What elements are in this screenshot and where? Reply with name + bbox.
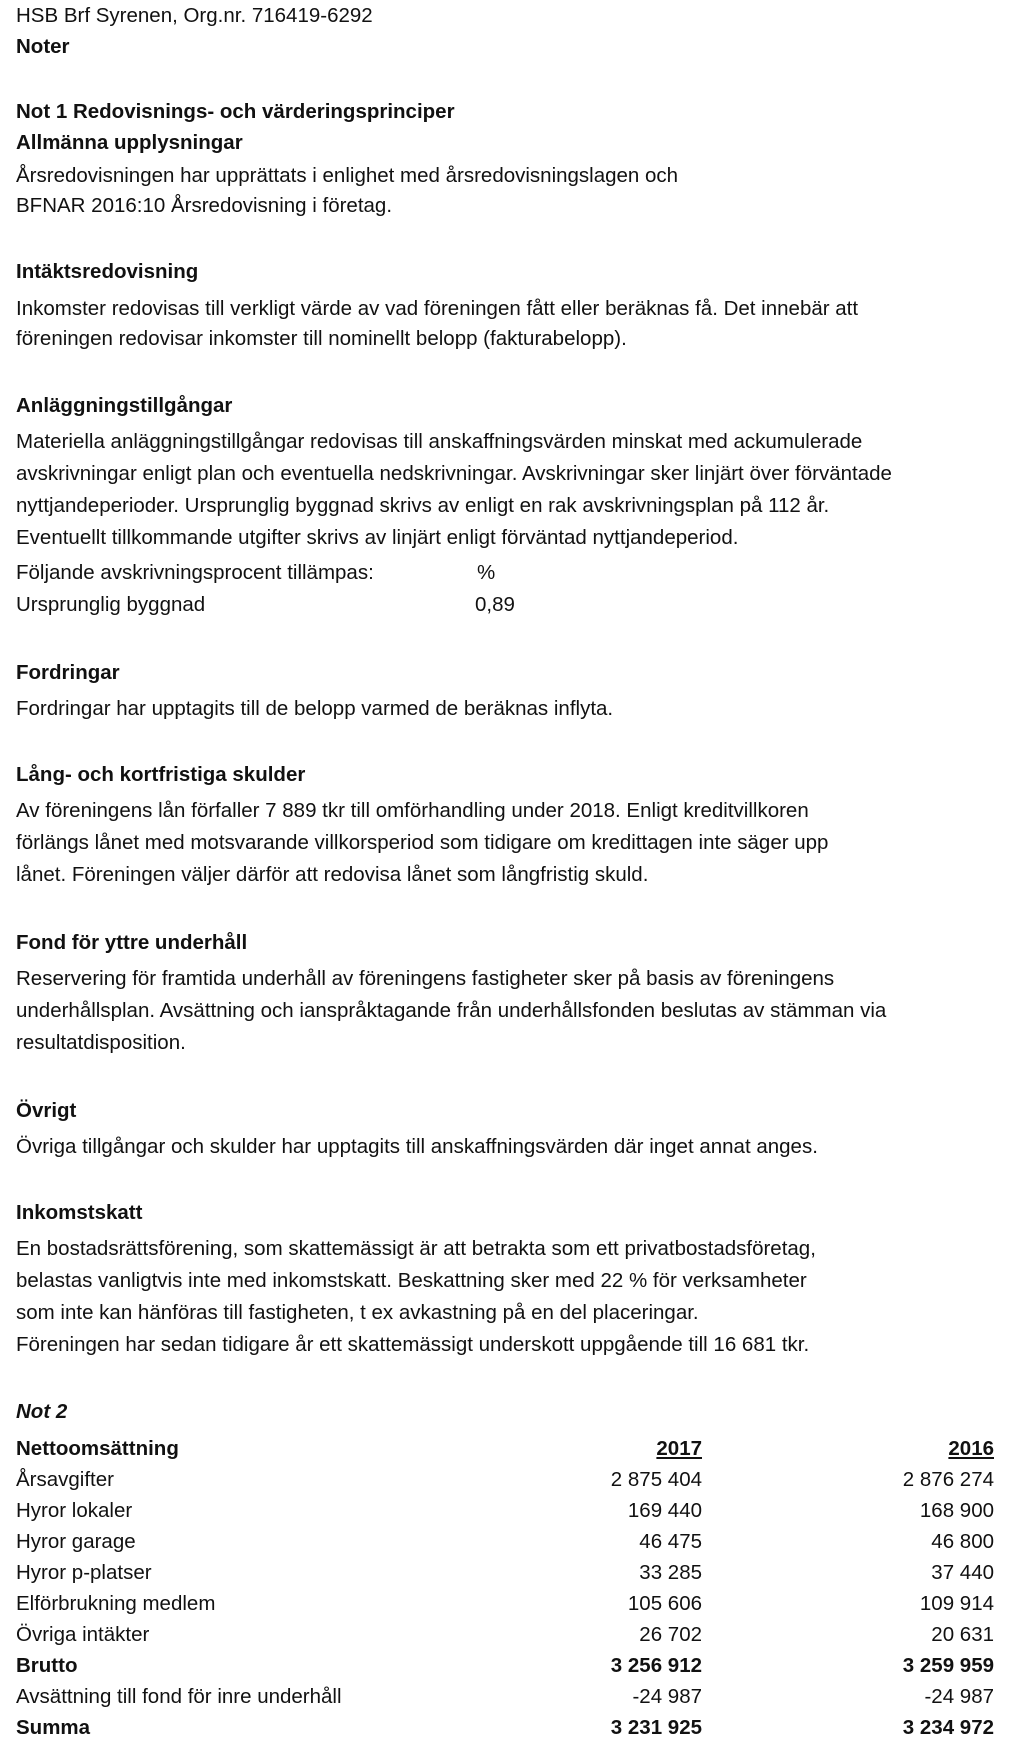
- fund-line: resultatdisposition.: [16, 1031, 186, 1054]
- value-2017: 2 875 404: [610, 1468, 702, 1491]
- table-row: [0, 1623, 1024, 1649]
- tax-line: belastas vanligtvis inte med inkomstskatt. Beskattning sker med 22 % för verksamheter: [16, 1269, 807, 1292]
- value-2016: 3 234 972: [902, 1716, 994, 1739]
- debt-heading: Lång- och kortfristiga skulder: [16, 763, 306, 786]
- value-2017: 3 231 925: [610, 1716, 702, 1739]
- general-line: BFNAR 2016:10 Årsredovisning i företag.: [16, 194, 393, 217]
- row-label: Årsavgifter: [16, 1468, 114, 1491]
- row-label: Hyror garage: [16, 1530, 136, 1553]
- tax-heading: Inkomstskatt: [16, 1201, 143, 1224]
- value-2016: 20 631: [931, 1623, 994, 1646]
- value-2016: 46 800: [931, 1530, 994, 1553]
- receivables-line: Fordringar har upptagits till de belopp varmed de beräknas inflyta.: [16, 697, 614, 720]
- page-title: Noter: [16, 35, 70, 58]
- table-title: Nettoomsättning: [16, 1437, 179, 1460]
- table-row: [0, 1468, 1024, 1494]
- assets-line: Materiella anläggningstillgångar redovisas till anskaffningsvärden minskat med ackumulerade: [16, 430, 863, 453]
- table-row: [0, 1654, 1024, 1680]
- note1-heading: Not 1 Redovisnings- och värderingsprinciper: [16, 100, 455, 123]
- row-label: Elförbrukning medlem: [16, 1592, 216, 1615]
- value-2017: 26 702: [639, 1623, 702, 1646]
- note2-heading: Not 2: [16, 1400, 68, 1423]
- row-label: Övriga intäkter: [16, 1623, 150, 1646]
- value-2016: 109 914: [919, 1592, 994, 1615]
- table-row: [0, 1561, 1024, 1587]
- table-row: [0, 1592, 1024, 1618]
- value-2016: 37 440: [931, 1561, 994, 1584]
- value-2016: -24 987: [924, 1685, 994, 1708]
- general-heading: Allmänna upplysningar: [16, 131, 243, 154]
- row-label: Hyror p-platser: [16, 1561, 152, 1584]
- tax-line: Föreningen har sedan tidigare år ett skattemässigt underskott uppgående till 16 681 tkr.: [16, 1333, 810, 1356]
- debt-line: lånet. Föreningen väljer därför att redovisa lånet som långfristig skuld.: [16, 863, 649, 886]
- tax-line: En bostadsrättsförening, som skattemässigt är att betrakta som ett privatbostadsföretag,: [16, 1237, 816, 1260]
- receivables-heading: Fordringar: [16, 661, 120, 684]
- general-line: Årsredovisningen har upprättats i enlighet med årsredovisningslagen och: [16, 164, 679, 187]
- fund-heading: Fond för yttre underhåll: [16, 931, 248, 954]
- table-row: [0, 1499, 1024, 1525]
- value-2017: 46 475: [639, 1530, 702, 1553]
- depreciation-unit: %: [477, 561, 496, 584]
- row-label: Summa: [16, 1716, 91, 1739]
- debt-line: Av föreningens lån förfaller 7 889 tkr till omförhandling under 2018. Enligt kreditvillkoren: [16, 799, 809, 822]
- depreciation-label: Följande avskrivningsprocent tillämpas:: [16, 561, 374, 584]
- assets-line: Eventuellt tillkommande utgifter skrivs av linjärt enligt förväntad nyttjandeperiod.: [16, 526, 739, 549]
- row-label: Hyror lokaler: [16, 1499, 133, 1522]
- value-2017: 105 606: [627, 1592, 702, 1615]
- fund-line: Reservering för framtida underhåll av föreningens fastigheter sker på basis av föreningens: [16, 967, 835, 990]
- other-line: Övriga tillgångar och skulder har upptagits till anskaffningsvärden där inget annat anges.: [16, 1135, 818, 1158]
- value-2016: 2 876 274: [902, 1468, 994, 1491]
- col-2016-header: 2016: [948, 1437, 994, 1460]
- table-row: [0, 1716, 1024, 1742]
- table-row: [0, 1685, 1024, 1711]
- row-label: Brutto: [16, 1654, 78, 1677]
- col-2017-header: 2017: [656, 1437, 702, 1460]
- income-line: Inkomster redovisas till verkligt värde av vad föreningen fått eller beräknas få. Det innebär att: [16, 297, 859, 320]
- income-heading: Intäktsredovisning: [16, 260, 199, 283]
- row-label: Avsättning till fond för inre underhåll: [16, 1685, 342, 1708]
- value-2016: 3 259 959: [902, 1654, 994, 1677]
- value-2017: 169 440: [627, 1499, 702, 1522]
- building-label: Ursprunglig byggnad: [16, 593, 206, 616]
- value-2017: 33 285: [639, 1561, 702, 1584]
- value-2016: 168 900: [919, 1499, 994, 1522]
- assets-line: avskrivningar enligt plan och eventuella nedskrivningar. Avskrivningar sker linjärt över förväntade: [16, 462, 892, 485]
- table-header-row: [0, 1437, 1024, 1463]
- assets-heading: Anläggningstillgångar: [16, 394, 233, 417]
- other-heading: Övrigt: [16, 1099, 77, 1122]
- value-2017: 3 256 912: [610, 1654, 702, 1677]
- tax-line: som inte kan hänföras till fastigheten, t ex avkastning på en del placeringar.: [16, 1301, 699, 1324]
- value-2017: -24 987: [632, 1685, 702, 1708]
- debt-line: förlängs lånet med motsvarande villkorsperiod som tidigare om kredittagen inte säger upp: [16, 831, 829, 854]
- building-value: 0,89: [475, 593, 515, 616]
- income-line: föreningen redovisar inkomster till nominellt belopp (fakturabelopp).: [16, 327, 627, 350]
- fund-line: underhållsplan. Avsättning och ianspråktagande från underhållsfonden beslutas av stämman via: [16, 999, 887, 1022]
- assets-line: nyttjandeperioder. Ursprunglig byggnad skrivs av enligt en rak avskrivningsplan på 112 år.: [16, 494, 830, 517]
- org-header: HSB Brf Syrenen, Org.nr. 716419-6292: [16, 4, 373, 27]
- table-row: [0, 1530, 1024, 1556]
